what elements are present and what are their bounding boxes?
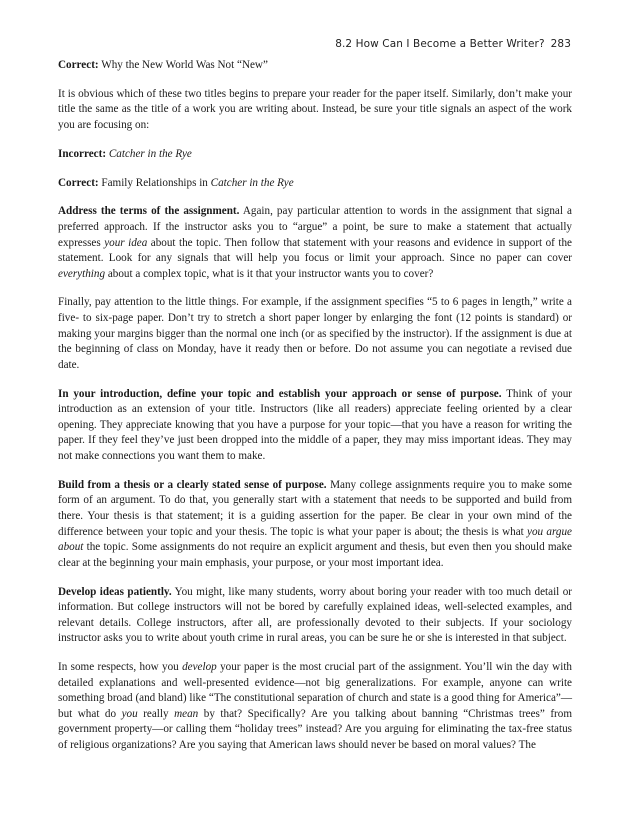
body-text xyxy=(58,58,572,767)
page-number: 283 xyxy=(550,38,571,50)
section-title: 8.2 How Can I Become a Better Writer? xyxy=(335,38,545,50)
paragraph-text: In some respects, how you xyxy=(58,661,183,674)
paragraph-heading: Build from a thesis or a clearly stated sense of purpose. xyxy=(58,478,327,491)
paragraph-text: really xyxy=(137,707,175,720)
running-header xyxy=(335,38,571,50)
paragraph-text: the topic. Some assignments do not require an explicit argument and thesis, but even then you should make clear at the beginning your main emphasis, your purpose, or your most important idea. xyxy=(58,541,572,569)
title-example-correct-1 xyxy=(58,58,572,74)
emphasis: develop xyxy=(182,661,217,674)
paragraph-develop-ideas xyxy=(58,585,572,647)
example-title-text: Why the New World Was Not “New” xyxy=(98,59,268,71)
emphasis: your idea xyxy=(104,236,148,249)
book-title: Catcher in the Rye xyxy=(108,147,192,160)
paragraph-text: about the topic. Then follow that statement with your reasons and evidence in support of the statement. Look for any signals that will help you focus or limit your approach. Since no paper can cover xyxy=(58,236,572,265)
paragraph-heading: In your introduction, define your topic and establish your approach or sense of purpose. xyxy=(58,387,502,400)
title-example-correct-2 xyxy=(58,176,572,192)
emphasis: everything xyxy=(58,267,106,280)
incorrect-label: Incorrect: xyxy=(58,147,107,160)
paragraph-text: by that? Specifically? Are you talking about banning “Christmas trees” from government property—or calling them “holiday trees” instead? Are you arguing for eliminating the tax-free status of religious organizations? Are you saying that American laws should never be based on moral values? The xyxy=(58,707,573,752)
paragraph-heading: Develop ideas patiently. xyxy=(58,585,172,598)
paragraph-introduction xyxy=(58,387,572,465)
paragraph-text: about a complex topic, what is it that your instructor wants you to cover? xyxy=(105,267,434,280)
paragraph-heading: Address the terms of the assignment. xyxy=(58,205,240,218)
example-title-text: Family Relationships in xyxy=(98,176,211,189)
emphasis: you argue about xyxy=(58,525,572,554)
paragraph-thesis xyxy=(58,478,572,572)
paragraph-assignment-terms xyxy=(58,204,572,282)
paragraph-text: Think of your introduction as an extension of your title. Instructors (like all readers) appreciate feeling oriented by a clear opening. They appreciate knowing that you have a purpose for your topic—that you have a reason for writing the paper. If they feel they’ve just been dropped into the middle of a paper, they may miss important ideas. They may not make connections you want them to make. xyxy=(58,387,572,462)
correct-label: Correct: xyxy=(58,59,99,71)
paragraph-text: Again, pay particular attention to words in the assignment that signal a preferred approach. If the instructor asks you to “argue” a point, be sure to make a statement that actually expresses xyxy=(58,205,572,249)
title-example-incorrect xyxy=(58,147,572,163)
paragraph-little-things: Finally, pay attention to the little things. For example, if the assignment specifies “5 to 6 pages in length,” write a five- to six-page paper. Don’t try to stretch a short paper longer by enlarging the font (12 points is standard) or making your margins bigger than the normal one inch (or as specified by the instructor). If the assignment is due at the beginning of class on Monday, have it ready then or before. Do not assume you can negotiate a revised due date. xyxy=(58,296,572,371)
correct-label: Correct: xyxy=(58,176,99,189)
emphasis: mean xyxy=(174,707,199,720)
paragraph-text: You might, like many students, worry about boring your reader with too much detail or information. But college instructors will not be bored by carefully explained ideas, well-selected examples, and relevant details. College instructors, after all, are professionally devoted to their subjects. If your sociology instructor asks you to write about youth crime in rural areas, you can be sure he or she is interested in that subject. xyxy=(58,585,572,645)
emphasis: you xyxy=(121,707,138,720)
paragraph-title-advice: It is obvious which of these two titles begins to prepare your reader for the paper itself. Similarly, don’t make your title the same as the title of a work you are writing about. Instead, be sure your title signals an aspect of the work you are focusing on: xyxy=(58,87,572,131)
paragraph-development xyxy=(58,660,572,754)
paragraph-text: Many college assignments require you to make some form of an argument. To do that, you generally start with a statement that needs to be supported and build from there. Your thesis is that statement; it is a guiding assertion for the paper. Be clear in your own mind of the difference between your topic and your thesis. The topic is what your paper is about; the thesis is what xyxy=(58,478,573,538)
book-title: Catcher in the Rye xyxy=(210,176,294,189)
paragraph-text: your paper is the most crucial part of the assignment. You’ll win the day with detailed explanations and well-presented evidence—not big generalizations. For example, anyone can write something broad (and bland) like “The constitutional separation of church and state is a good thing for America”—but what do xyxy=(58,661,572,720)
